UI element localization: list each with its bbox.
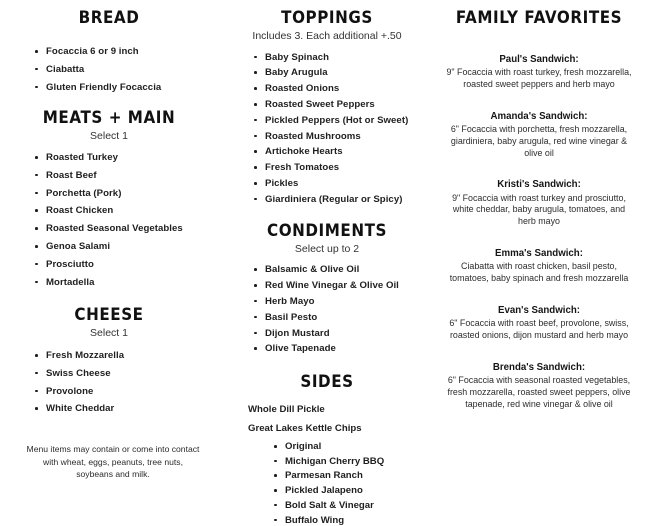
list-item: Herb Mayo [248, 296, 426, 307]
sandwich-name: Paul's Sandwich: [499, 53, 579, 65]
sandwich-name: Kristi's Sandwich: [497, 179, 581, 191]
sandwich-description: 9" Focaccia with roast turkey and prosciutto, white cheddar, baby arugula, tomatoes, and herb mayo [452, 192, 626, 227]
list-item: Gluten Friendly Focaccia [29, 82, 214, 93]
list-item: Bold Salt & Vinegar [274, 500, 426, 512]
section-heading-toppings: TOPPINGS [281, 8, 373, 27]
sandwich-name: Brenda's Sandwich: [492, 361, 586, 373]
list-item: Roasted Mushrooms [248, 131, 426, 142]
list-item: Fresh Mozzarella [29, 350, 214, 361]
sandwich-description: 6" Focaccia with porchetta, fresh mozzarella, giardiniera, baby arugula, red wine vinegar & olive oil [450, 123, 628, 158]
section-heading-condiments: CONDIMENTS [266, 220, 387, 240]
sandwich-name: Amanda's Sandwich: [490, 110, 588, 122]
condiments-list [228, 264, 426, 354]
section-subtitle-meats-main: Select 1 [90, 130, 128, 143]
list-item: Ciabatta [29, 64, 214, 75]
list-item: Genoa Salami [29, 241, 214, 252]
column-bread-meats-cheese [0, 9, 220, 500]
list-item: Roasted Turkey [29, 152, 214, 163]
kettle-chip-flavors-list [228, 441, 426, 526]
sandwich-item-amanda [438, 111, 640, 160]
list-item: White Cheddar [29, 403, 214, 414]
list-item: Red Wine Vinegar & Olive Oil [248, 280, 426, 291]
list-item: Porchetta (Pork) [29, 188, 214, 199]
list-item: Roasted Seasonal Vegetables [29, 223, 214, 234]
list-item: Focaccia 6 or 9 inch [29, 46, 214, 57]
list-item: Giardiniera (Regular or Spicy) [248, 194, 426, 205]
list-item: Original [274, 441, 426, 453]
cheese-list [4, 350, 214, 415]
section-heading-sides: SIDES [300, 372, 354, 392]
sandwich-description: 6" Focaccia with roast beef, provolone, swiss, roasted onions, dijon mustard and herb mayo [449, 318, 629, 340]
list-item: Prosciutto [29, 259, 214, 270]
list-item: Roasted Onions [248, 83, 426, 94]
list-item: Roast Beef [29, 170, 214, 181]
list-item: Buffalo Wing [274, 515, 426, 526]
list-item: Pickles [248, 178, 426, 189]
list-item: Pickled Peppers (Hot or Sweet) [248, 115, 426, 126]
list-item: Parmesan Ranch [274, 470, 426, 482]
list-item: Provolone [29, 386, 214, 397]
sandwich-description: 6" Focaccia with seasonal roasted vegetables, fresh mozzarella, roasted sweet peppers, olive tapenade, red wine vinegar & olive oil [447, 374, 631, 409]
toppings-list [228, 52, 426, 206]
bread-list [4, 46, 214, 93]
list-item: Michigan Cherry BBQ [274, 456, 426, 468]
list-item: Dijon Mustard [248, 328, 426, 339]
list-item: Basil Pesto [248, 312, 426, 323]
sandwich-description: Ciabatta with roast chicken, basil pesto, tomatoes, baby spinach and fresh mozzarella [449, 261, 629, 284]
sandwich-item-emma [438, 248, 640, 285]
list-item: Roast Chicken [29, 205, 214, 216]
section-subtitle-condiments: Select up to 2 [294, 242, 360, 255]
list-item: Baby Spinach [248, 52, 426, 63]
sandwich-item-kristi [438, 179, 640, 228]
sandwich-name: Evan's Sandwich: [498, 304, 580, 316]
list-item: Pickled Jalapeno [274, 485, 426, 497]
section-subtitle-toppings: Includes 3. Each additional +.50 [252, 29, 402, 42]
section-subtitle-cheese: Select 1 [90, 327, 128, 340]
allergen-disclaimer: Menu items may contain or come into contact with wheat, eggs, peanuts, tree nuts, soybeans and milk. [26, 444, 200, 480]
meats-main-list [4, 152, 214, 288]
list-item: Fresh Tomatoes [248, 162, 426, 173]
sandwich-item-brenda [438, 362, 640, 411]
section-heading-bread: BREAD [78, 8, 140, 27]
sandwich-name: Emma's Sandwich: [495, 248, 583, 260]
list-item: Olive Tapenade [248, 343, 426, 354]
sandwich-item-evan [438, 305, 640, 342]
list-item: Artichoke Hearts [248, 146, 426, 157]
list-item: Roasted Sweet Peppers [248, 99, 426, 110]
section-heading-family-favorites: FAMILY FAVORITES [455, 8, 623, 27]
column-family-favorites [432, 9, 646, 500]
sides-whole-dill-pickle: Whole Dill Pickle [248, 404, 325, 416]
section-heading-meats-main: MEATS + MAIN [42, 108, 176, 128]
column-toppings-condiments-sides [220, 8, 432, 526]
sandwich-description: 9" Focaccia with roast turkey, fresh mozzarella, roasted sweet peppers and herb mayo [446, 67, 632, 89]
section-heading-cheese: CHEESE [74, 305, 144, 325]
list-item: Baby Arugula [248, 67, 426, 78]
sides-kettle-chips-label: Great Lakes Kettle Chips [248, 422, 362, 434]
list-item: Swiss Cheese [29, 368, 214, 379]
sandwich-item-paul [438, 54, 640, 91]
list-item: Mortadella [29, 277, 214, 288]
list-item: Balsamic & Olive Oil [248, 264, 426, 275]
